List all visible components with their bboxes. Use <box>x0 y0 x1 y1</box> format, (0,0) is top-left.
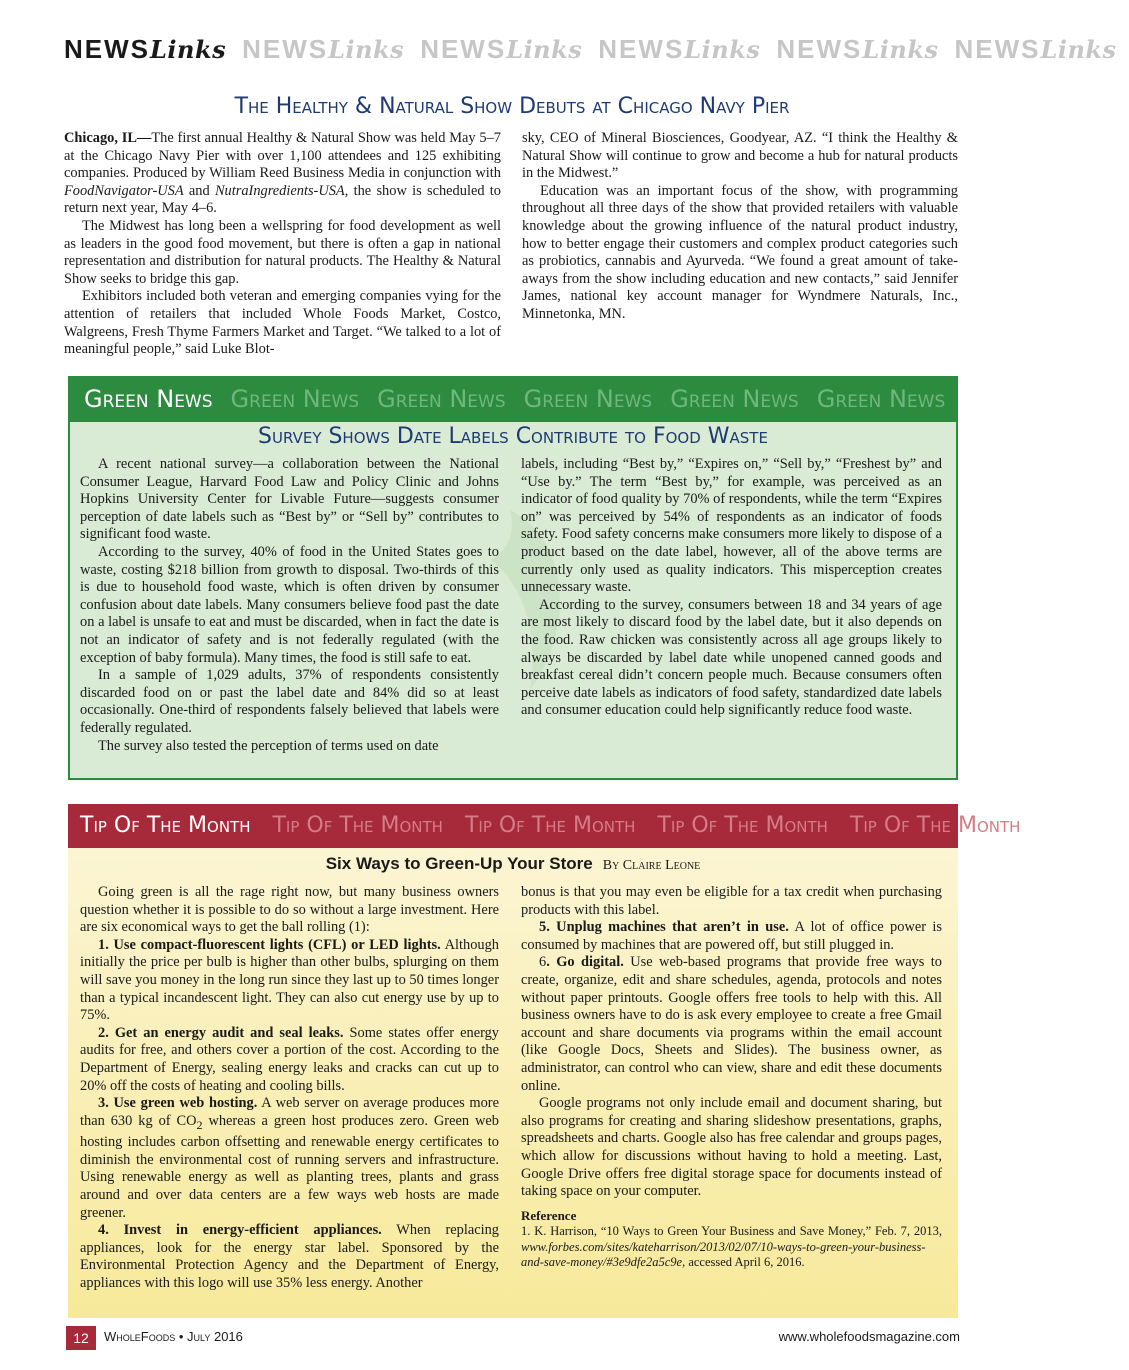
green-news-paragraph: labels, including “Best by,” “Expires on,” “Sell by,” “Freshest by” and “Use by.” The term “Best by,” for example, was perceived as an indicator of food quality by 70% of respondents, while the term “Expires on” was perceived by 54% of respondents as an indicator of foods safety. Food safety concerns make consumers more likely to dispose of a product based on the date label, however, all of the above terms are currently only used as quality indicators. This misperception creates unnecessary waste. <box>521 456 942 596</box>
tip-byline: By Claire Leone <box>602 858 701 873</box>
news-links-label: NEWSLinks <box>64 34 227 64</box>
news-links-repeat: NEWSLinks <box>598 34 761 64</box>
news-links-repeat: NEWSLinks <box>242 34 405 64</box>
tip-title: Six Ways to Green-Up Your Store <box>325 854 593 873</box>
reference-link[interactable]: www.forbes.com/sites/kateharrison/2013/02/07/10-ways-to-green-your-business-and-save-money/#3e9dfe2a5c9e <box>521 1239 926 1270</box>
tip-item: 3. Use green web hosting. A web server on average produces more than 630 kg of $CO_2$ whereas a green host produces zero. Green web hosting includes carbon offsetting and renewable energy certificates to diminish the environmental cost of running servers and infrastructure. Using renewable energy as well as planting trees, plants and grass around and over data centers are a few ways web hosts are made greener. <box>80 1095 499 1221</box>
article1-left-column <box>64 130 501 359</box>
article1-paragraph: sky, CEO of Mineral Biosciences, Goodyear, AZ. “I think the Healthy & Natural Show will continue to grow and become a hub for natural products in the Midwest.” <box>522 130 958 182</box>
green-news-repeat: Green News <box>670 385 799 413</box>
tip-banner-repeat: Tip Of The Month <box>272 813 443 838</box>
tip-heading <box>68 854 958 874</box>
green-news-repeat: Green News <box>230 385 360 413</box>
tip-banner-repeat: Tip Of The Month <box>464 813 636 838</box>
news-links-repeat: NEWSLinks <box>420 34 583 64</box>
news-links-banner <box>64 34 1117 74</box>
reference-text: 1. K. Harrison, “10 Ways to Green Your Business and Save Money,” Feb. 7, 2013, www.forbes.com/sites/kateharrison/2013/02/07/10-ways-to-green-your-business-and-save-money/#3e9dfe2a5c9e, accessed April 6, 2016. <box>521 1224 942 1270</box>
article1-paragraph: The Midwest has long been a wellspring for food development as well as leaders in the good food movement, but there is often a gap in national representation and distribution for natural products. The Healthy & Natural Show seeks to bridge this gap. <box>64 217 501 287</box>
tip-paragraph: Going green is all the rage right now, but many business owners question whether it is possible to do so without a large investment. Here are six economical ways to get the ball rolling (1): <box>80 884 499 936</box>
tip-item: 2. Get an energy audit and seal leaks. Some states offer energy audits for free, and others cover a portion of the cost. According to the Department of Energy, sealing energy leaks and cracks can cut up to 20% off the costs of heating and cooling bills. <box>80 1024 500 1094</box>
footer-publication: WholeFoods • July 2016 <box>104 1329 243 1344</box>
green-news-paragraph: According to the survey, 40% of food in the United States goes to waste, costing $218 billion from growth to disposal. Two-thirds of this is due to household food waste, which is often driven by consumer confusion about date labels. Many consumers believe food past the date on a label is unsafe to eat and must be discarded, when in fact the date is not an indicator of safety and is not federally regulated (with the exception of baby formula). Many times, the food is still safe to eat. <box>80 543 499 666</box>
green-news-paragraph: The survey also tested the perception of terms used on date <box>98 737 439 754</box>
news-links-repeat: NEWSLinks <box>776 34 939 64</box>
tip-item: 4. Invest in energy-efficient appliances. When replacing appliances, look for the energy star label. Sponsored by the Environmental Protection Agency and the Department of Energy, appliances with this logo will use 35% less energy. Another <box>80 1222 499 1291</box>
tip-banner-repeat: Tip Of The Month <box>849 813 1021 838</box>
tip-item: 1. Use compact-fluorescent lights (CFL) or LED lights. Although initially the price per bulb is higher than other bulbs, splurging on them will save you money in the long run since they last up to 50 times longer than a typical incandescent light. They can also cut energy use by up to 75%. <box>80 936 499 1024</box>
tip-right-column <box>521 884 942 1271</box>
green-news-paragraph: A recent national survey—a collaboration between the National Consumer League, Harvard Food Law and Policy Clinic and Johns Hopkins University Center for Livable Future—suggests consumer perception of date labels such as “Best by” or “Sell by” contributes to significant food waste. <box>80 456 499 543</box>
tip-of-the-month-label: Tip Of The Month <box>80 813 251 838</box>
news-links-repeat: NEWSLinks <box>954 34 1117 64</box>
page-number: 12 <box>66 1326 96 1350</box>
green-news-paragraph: In a sample of 1,029 adults, 37% of respondents consistently discarded food on or past the label date and 84% did so at least occasionally. One-third of respondents falsely believed that labels were federally regulated. <box>80 667 499 736</box>
tip-item: 5. Unplug machines that aren’t in use. A lot of office power is consumed by machines that are powered off, but still plugged in. <box>521 919 942 953</box>
tip-paragraph: Google programs not only include email and document sharing, but also programs for creating and sharing slideshow presentations, graphs, spreadsheets and charts. Google also has free calendar and groups pages, which allow for discussions without having to hold a meeting. Last, Google Drive offers free digital storage space for documents instead of taking space on your computer. <box>521 1095 942 1200</box>
tip-item: 6. Go digital. Use web-based programs that provide free ways to create, organize, edit and share schedules, agenda, protocols and notes without paper printouts. Google offers free tools to help with this. All business owners have to do is ask every employee to create a free Gmail account and share documents via programs within the email account (like Google Docs, Sheets and Slides). The business owner, as administrator, can control who can view, share and edit these documents online. <box>521 954 942 1094</box>
footer-url[interactable]: www.wholefoodsmagazine.com <box>778 1329 960 1344</box>
tip-paragraph: bonus is that you may even be eligible for a tax credit when purchasing products with this label. <box>521 884 942 918</box>
article1-paragraph: Education was an important focus of the show, with programming throughout all three days of the show that provided retailers with valuable knowledge about the growing influence of the natural product industry, how to better engage their customers and complex product categories such as probiotics, cannabis and Ayurveda. “We found a great amount of take-aways from the show including education and new contacts,” said Jennifer James, national key account manager for Wyndmere Naturals, Inc., Minnetonka, MN. <box>522 182 958 322</box>
green-news-banner <box>68 376 958 422</box>
green-news-left-column <box>80 456 499 755</box>
green-news-right-column <box>521 456 942 720</box>
green-news-paragraph: According to the survey, consumers between 18 and 34 years of age are most likely to discard food by the label date, but it also depends on the food. Raw chicken was consistently across all age groups likely to always be discarded by label date while unopened canned goods and breakfast cereal didn’t concern people much. Because consumers often perceive date labels as indicators of food safety, standardized date labels and consumer education could help significantly reduce food waste. <box>521 596 942 719</box>
tip-left-column <box>80 884 499 1293</box>
green-news-label: Green News <box>84 385 213 413</box>
green-news-title: Survey Shows Date Labels Contribute to Food Waste <box>258 424 768 449</box>
green-news-repeat: Green News <box>816 385 946 413</box>
tip-banner-repeat: Tip Of The Month <box>657 813 828 838</box>
green-news-repeat: Green News <box>377 385 506 413</box>
article1-right-column <box>522 130 958 324</box>
article1-title: The Healthy & Natural Show Debuts at Chicago Navy Pier <box>234 94 790 119</box>
article1-paragraph: Chicago, IL—The first annual Healthy & Natural Show was held May 5–7 at the Chicago Navy Pier with over 1,100 attendees and 125 exhibiting companies. Produced by William Reed Business Media in conjunction with FoodNavigator-USA and NutraIngredients-USA, the show is scheduled to return next year, May 4–6. <box>64 130 501 217</box>
article1-paragraph: Exhibitors included both veteran and emerging companies vying for the attention of retailers that included Whole Foods Market, Costco, Walgreens, Fresh Thyme Farmers Market and Target. “We talked to a lot of meaningful people,” said Luke Blot- <box>64 288 501 358</box>
tip-of-the-month-banner <box>68 804 1021 848</box>
green-news-repeat: Green News <box>523 385 653 413</box>
reference-heading: Reference <box>521 1207 577 1223</box>
